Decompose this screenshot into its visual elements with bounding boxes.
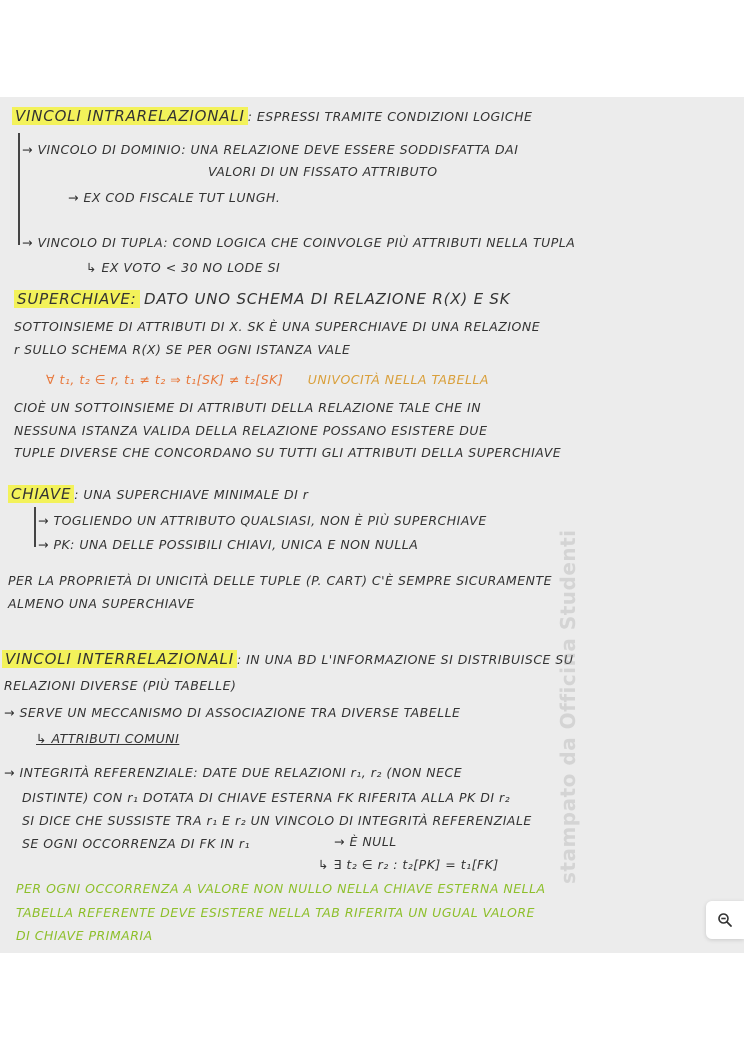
- bracket-line: [34, 507, 36, 547]
- bracket-line: [18, 133, 20, 245]
- note-line: VALORI DI UN FISSATO ATTRIBUTO: [208, 164, 438, 179]
- heading-vincoli-interrelazionali: VINCOLI INTERRELAZIONALI : IN UNA BD L'INFORMAZIONE SI DISTRIBUISCE SU: [2, 650, 574, 668]
- heading-superchiave: SUPERCHIAVE: DATO UNO SCHEMA DI RELAZIONE R(X) E SK: [14, 290, 510, 308]
- notes-page: [0, 97, 744, 953]
- note-line: r SULLO SCHEMA R(X) SE PER OGNI ISTANZA VALE: [14, 342, 351, 357]
- note-line: SI DICE CHE SUSSISTE TRA r₁ E r₂ UN VINCOLO DI INTEGRITÀ REFERENZIALE: [22, 813, 532, 828]
- note-line: → VINCOLO DI TUPLA: COND LOGICA CHE COINVOLGE PIÙ ATTRIBUTI NELLA TUPLA: [22, 235, 576, 250]
- note-line: SE OGNI OCCORRENZA DI FK IN r₁: [22, 836, 250, 851]
- note-line: → SERVE UN MECCANISMO DI ASSOCIAZIONE TRA DIVERSE TABELLE: [4, 705, 461, 720]
- note-line: PER LA PROPRIETÀ DI UNICITÀ DELLE TUPLE (P. CART) C'È SEMPRE SICURAMENTE: [8, 573, 552, 588]
- summary-line: TABELLA REFERENTE DEVE ESISTERE NELLA TAB RIFERITA UN UGUAL VALORE: [16, 905, 535, 920]
- note-line: NESSUNA ISTANZA VALIDA DELLA RELAZIONE POSSANO ESISTERE DUE: [14, 423, 488, 438]
- note-line: RELAZIONI DIVERSE (PIÙ TABELLE): [4, 678, 237, 693]
- note-line: → INTEGRITÀ REFERENZIALE: DATE DUE RELAZIONI r₁, r₂ (NON NECE: [4, 765, 463, 780]
- heading-chiave: CHIAVE : UNA SUPERCHIAVE MINIMALE DI r: [8, 485, 308, 503]
- heading-vincoli-intrarelazionali: VINCOLI INTRARELAZIONALI : ESPRESSI TRAMITE CONDIZIONI LOGICHE: [12, 107, 532, 125]
- formula-line: ↳ ∃ t₂ ∈ r₂ : t₂[PK] = t₁[FK]: [318, 857, 499, 872]
- summary-line: DI CHIAVE PRIMARIA: [16, 928, 153, 943]
- note-line: → PK: UNA DELLE POSSIBILI CHIAVI, UNICA E NON NULLA: [38, 537, 419, 552]
- zoom-button[interactable]: [706, 901, 744, 939]
- note-line: ↳ ATTRIBUTI COMUNI: [36, 731, 180, 746]
- zoom-out-icon: [717, 912, 733, 928]
- note-line: TUPLE DIVERSE CHE CONCORDANO SU TUTTI GLI ATTRIBUTI DELLA SUPERCHIAVE: [14, 445, 562, 460]
- note-line: SOTTOINSIEME DI ATTRIBUTI DI X. SK È UNA SUPERCHIAVE DI UNA RELAZIONE: [14, 319, 541, 334]
- note-line: ALMENO UNA SUPERCHIAVE: [8, 596, 195, 611]
- note-line: → TOGLIENDO UN ATTRIBUTO QUALSIASI, NON È PIÙ SUPERCHIAVE: [38, 513, 487, 528]
- note-line: → EX COD FISCALE TUT LUNGH.: [68, 190, 281, 205]
- note-line: → È NULL: [334, 834, 397, 849]
- note-line: DISTINTE) CON r₁ DOTATA DI CHIAVE ESTERNA FK RIFERITA ALLA PK DI r₂: [22, 790, 511, 805]
- note-line: → VINCOLO DI DOMINIO: UNA RELAZIONE DEVE ESSERE SODDISFATTA DAI: [22, 142, 519, 157]
- note-line: CIOÈ UN SOTTOINSIEME DI ATTRIBUTI DELLA RELAZIONE TALE CHE IN: [14, 400, 482, 415]
- summary-line: PER OGNI OCCORRENZA A VALORE NON NULLO NELLA CHIAVE ESTERNA NELLA: [16, 881, 546, 896]
- watermark: stampato da Officina Studenti: [556, 529, 580, 884]
- formula-line: ∀ t₁, t₂ ∈ r, t₁ ≠ t₂ ⇒ t₁[SK] ≠ t₂[SK] UNIVOCITÀ NELLA TABELLA: [46, 372, 489, 387]
- note-line: ↳ EX VOTO < 30 NO LODE SI: [86, 260, 281, 275]
